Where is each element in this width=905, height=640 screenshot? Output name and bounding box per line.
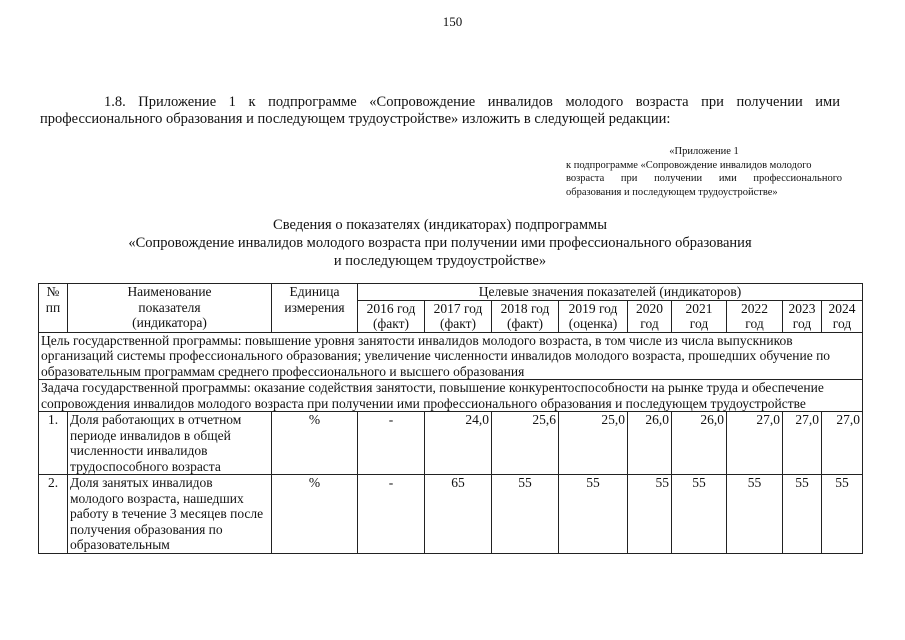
header-unit: Единица измерения (272, 284, 358, 333)
task-row (39, 380, 863, 412)
page-number: 150 (442, 14, 463, 29)
title-line-3: и последующем трудоустройстве» (333, 253, 547, 269)
header-num: № пп (39, 284, 68, 333)
appendix-line-3: образования и последующем трудоустройстве» (566, 186, 778, 198)
intro-line-2: профессионального образования и последующем трудоустройстве» изложить в следующей редакции: (40, 111, 671, 127)
row-value: 65 (425, 475, 492, 554)
row-name: Доля работающих в отчетном периоде инвалидов в общей численности инвалидов трудоспособного возраста (68, 412, 272, 475)
row-name: Доля занятых инвалидов молодого возраста, нашедших работу в течение 3 месяцев после получения образования по образовательным (68, 475, 272, 554)
appendix-line-2: возраста при получении ими профессионального (566, 173, 842, 184)
row-value: 55 (672, 475, 727, 554)
table-row (39, 412, 863, 475)
intro-paragraph (40, 94, 840, 128)
header-year: 2018 год (факт) (492, 300, 559, 332)
row-value: 55 (727, 475, 783, 554)
task-text: Задача государственной программы: оказание содействия занятости, повышение конкурентоспособности на рынке труда и обеспечение сопровождения инвалидов молодого возраста при получении ими профессионального образования и последующем трудоустройстве (39, 380, 863, 412)
header-year: 2017 год (факт) (425, 300, 492, 332)
row-value: 25,0 (559, 412, 628, 475)
row-value: 27,0 (727, 412, 783, 475)
row-value: 26,0 (672, 412, 727, 475)
header-year: 2021 год (672, 300, 727, 332)
header-year: 2019 год (оценка) (559, 300, 628, 332)
document-title (40, 216, 840, 270)
row-value: 24,0 (425, 412, 492, 475)
header-year: 2024 год (822, 300, 863, 332)
row-value: - (358, 412, 425, 475)
row-unit: % (272, 475, 358, 554)
appendix-note (566, 145, 842, 199)
goal-row (39, 332, 863, 380)
table-row (39, 475, 863, 554)
intro-line-1: 1.8. Приложение 1 к подпрограмме «Сопровождение инвалидов молодого возраста при получении ими (104, 94, 840, 110)
row-value: 27,0 (822, 412, 863, 475)
row-value: 26,0 (628, 412, 672, 475)
row-value: - (358, 475, 425, 554)
header-targets: Целевые значения показателей (индикаторов) (358, 284, 863, 301)
header-row-top (39, 284, 863, 301)
header-year: 2022 год (727, 300, 783, 332)
header-year: 2023 год (783, 300, 822, 332)
appendix-line-1: к подпрограмме «Сопровождение инвалидов молодого (566, 159, 812, 171)
row-value: 55 (559, 475, 628, 554)
goal-text: Цель государственной программы: повышение уровня занятости инвалидов молодого возраста, в том числе из числа выпускников организаций системы профессионального образования; увеличение численности инвалидов молодого возраста, прошедших обучение по образовательным программам среднего профессионального и высшего образования (39, 332, 863, 380)
row-value: 27,0 (783, 412, 822, 475)
row-num: 2. (39, 475, 68, 554)
row-value: 55 (783, 475, 822, 554)
row-value: 55 (628, 475, 672, 554)
indicators-table (38, 283, 863, 554)
header-year: 2016 год (факт) (358, 300, 425, 332)
title-line-1: Сведения о показателях (индикаторах) подпрограммы (273, 217, 607, 233)
row-num: 1. (39, 412, 68, 475)
row-unit: % (272, 412, 358, 475)
row-value: 55 (492, 475, 559, 554)
row-value: 55 (822, 475, 863, 554)
row-value: 25,6 (492, 412, 559, 475)
title-line-2: «Сопровождение инвалидов молодого возраста при получении ими профессионального образования (128, 235, 752, 251)
header-year: 2020 год (628, 300, 672, 332)
header-name: Наименование показателя (индикатора) (68, 284, 272, 333)
appendix-title: «Приложение 1 (669, 146, 739, 157)
